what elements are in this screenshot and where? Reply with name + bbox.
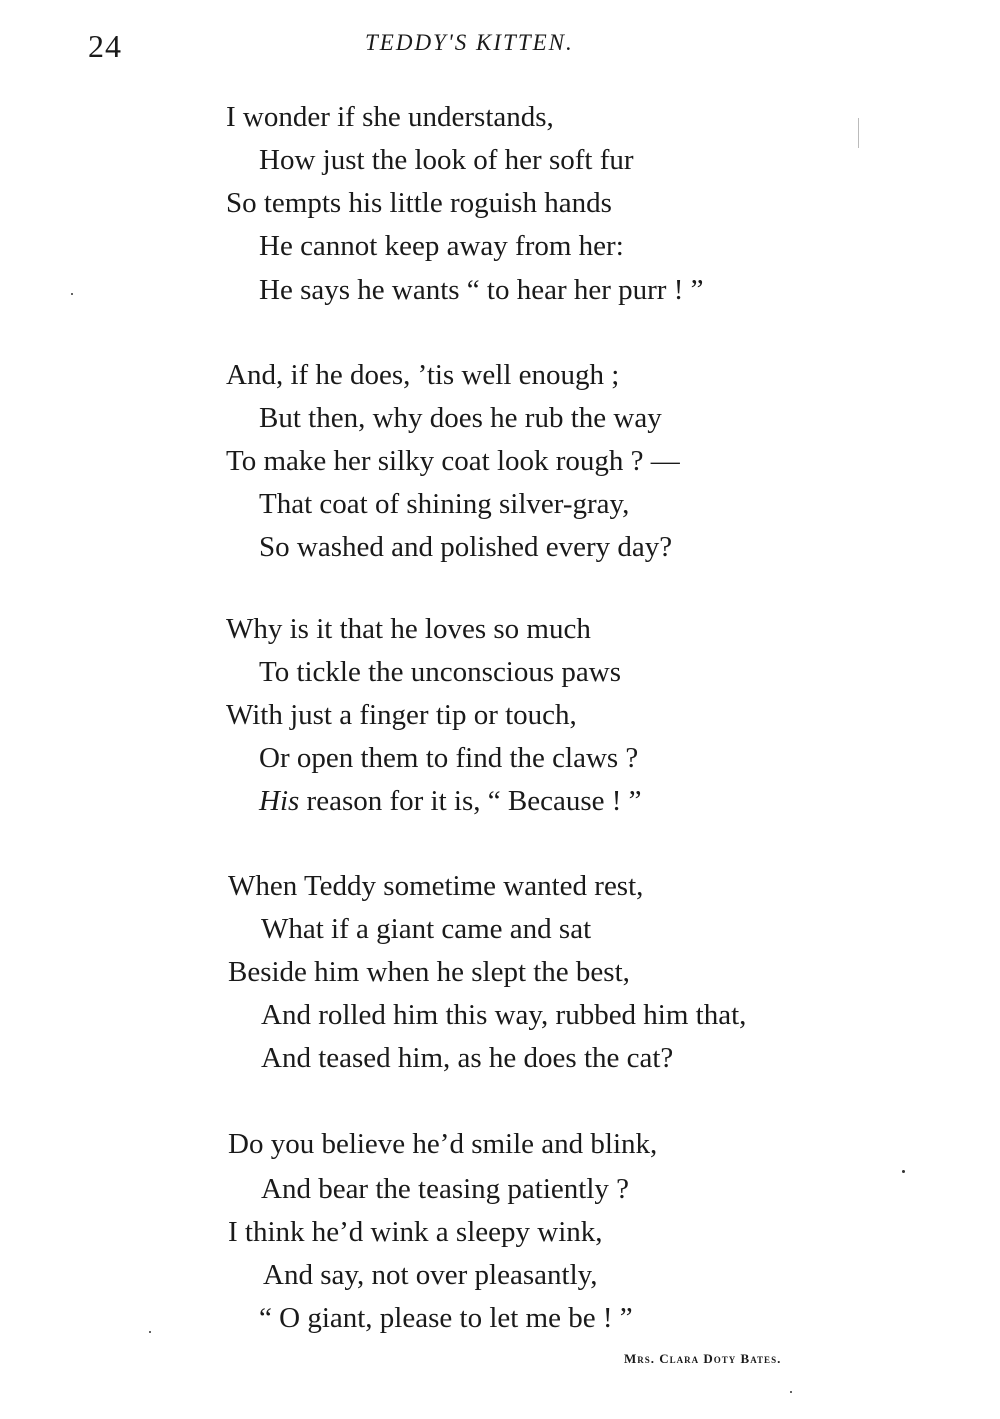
poem-line: Do you believe he’d smile and blink, — [228, 1128, 658, 1160]
poem-line: Or open them to find the claws ? — [259, 742, 639, 774]
poem-line: So washed and polished every day? — [259, 531, 673, 563]
print-speck — [858, 118, 859, 148]
poem-line: How just the look of her soft fur — [259, 144, 634, 176]
poem-line: That coat of shining silver-gray, — [259, 488, 630, 520]
poem-line: When Teddy sometime wanted rest, — [228, 870, 644, 902]
poem-line: So tempts his little roguish hands — [226, 187, 612, 219]
poem-line-italic — [259, 787, 642, 816]
poem-line: But then, why does he rub the way — [259, 402, 662, 434]
poem-line: And rolled him this way, rubbed him that, — [261, 999, 747, 1031]
line-remainder: reason for it is, “ Because ! ” — [299, 785, 642, 817]
poem-line: And, if he does, ’tis well enough ; — [226, 359, 620, 391]
print-speck — [149, 1331, 151, 1333]
print-speck — [902, 1170, 905, 1173]
attribution: Mrs. Clara Doty Bates. — [624, 1351, 782, 1366]
poem-line: And say, not over pleasantly, — [263, 1259, 598, 1291]
poem-line: To make her silky coat look rough ? — — [226, 445, 680, 477]
poem-line: To tickle the unconscious paws — [259, 656, 622, 688]
poem-line: “ O giant, please to let me be ! ” — [259, 1302, 633, 1334]
page-number: 24 — [88, 28, 122, 64]
poem-line: What if a giant came and sat — [261, 913, 592, 945]
poem-line: Beside him when he slept the best, — [228, 956, 630, 988]
italic-word: His — [259, 785, 300, 817]
poem-line: He says he wants “ to hear her purr ! ” — [259, 274, 704, 306]
poem-line: And teased him, as he does the cat? — [261, 1042, 674, 1074]
print-speck — [790, 1391, 792, 1393]
print-speck — [71, 293, 73, 295]
poem-line: I think he’d wink a sleepy wink, — [228, 1216, 603, 1248]
poem-line: I wonder if she understands, — [226, 101, 554, 133]
poem-line: Why is it that he loves so much — [226, 613, 591, 645]
running-head: TEDDY'S KITTEN. — [365, 30, 574, 55]
poem-line: And bear the teasing patiently ? — [261, 1173, 630, 1205]
poem-line: He cannot keep away from her: — [259, 230, 624, 262]
poem-line: With just a finger tip or touch, — [226, 699, 577, 731]
